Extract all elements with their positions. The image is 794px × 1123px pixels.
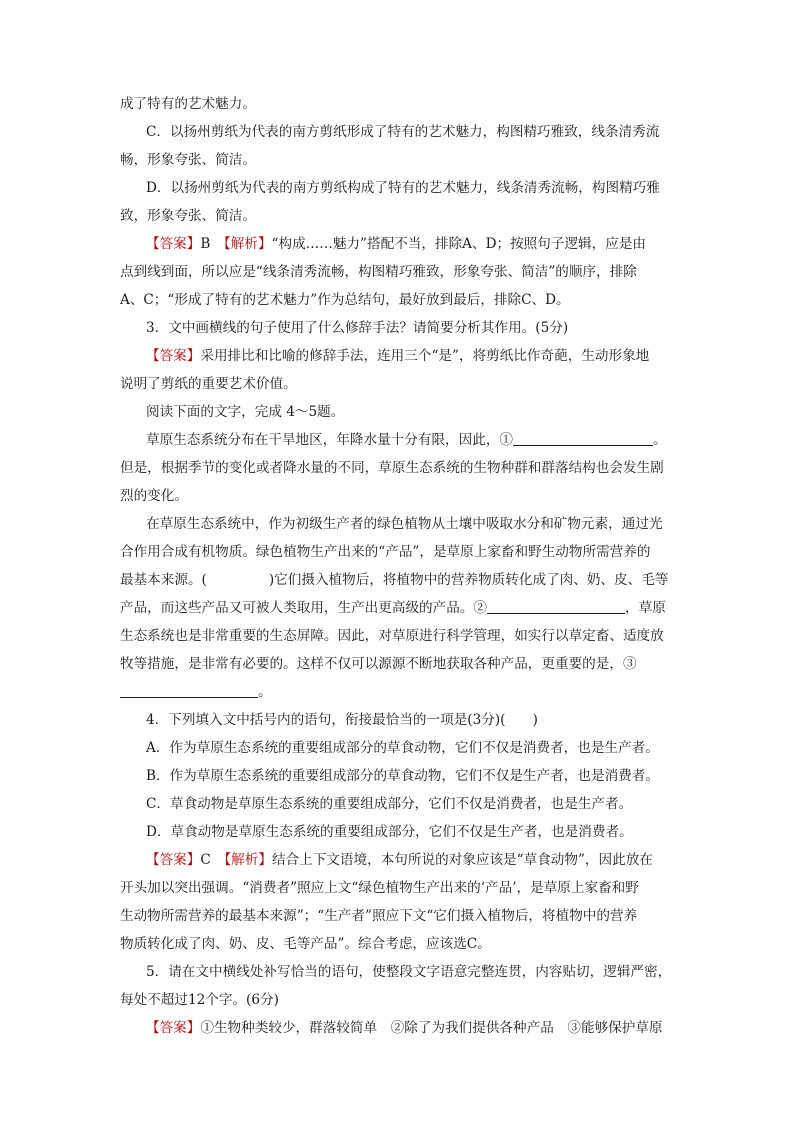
option-a: A．作为草原生态系统的重要组成部分的草食动物，它们不仅是消费者，也是生产者。 bbox=[146, 740, 659, 756]
question-4: 4．下列填入文中括号内的语句，衔接最恰当的一项是(3分)( ) bbox=[146, 712, 538, 728]
passage-line: 在草原生态系统中，作为初级生产者的绿色植物从土壤中吸取水分和矿物元素，通过光 bbox=[146, 516, 663, 532]
passage-text: 。 bbox=[258, 684, 272, 700]
passage-text: 草原生态系统分布在干旱地区，年降水量十分有限，因此，① bbox=[146, 432, 514, 448]
analysis-q2-cont-1: 点到线到面，所以应是“线条清秀流畅，构图精巧雅致，形象夸张、简洁”的顺序，排除 bbox=[120, 264, 637, 280]
option-b-tail: 成了特有的艺术魅力。 bbox=[120, 96, 256, 112]
answer-text: ①生物种类较少，群落较简单 ②除了为我们提供各种产品 ③能够保护草原 bbox=[200, 1020, 663, 1036]
passage-line: 但是，根据季节的变化或者降水量的不同，草原生态系统的生物种群和群落结构也会发生剧 bbox=[120, 460, 664, 476]
analysis-q4-cont-3: 物质转化成了肉、奶、皮、毛等产品”。综合考虑，应该选C。 bbox=[120, 936, 491, 952]
passage-text: 产品，而这些产品又可被人类取用，生产出更高级的产品。② bbox=[120, 600, 488, 616]
analysis-q4-cont-1: 开头加以突出强调。“消费者”照应上文“绿色植物生产出来的‘产品’，是草原上家畜和野 bbox=[120, 880, 639, 896]
analysis-text: “构成……魅力”搭配不当，排除A、D；按照句子逻辑，应是由 bbox=[271, 236, 647, 252]
passage-text: 。 bbox=[653, 432, 667, 448]
fill-blank-1 bbox=[513, 431, 653, 446]
analysis-q4-cont-2: 生动物所需营养的最基本来源”；“生产者”照应下文“它们摄入植物后，将植物中的营养 bbox=[120, 908, 638, 924]
option-c-cont: 畅，形象夸张、简洁。 bbox=[120, 152, 256, 168]
answer-tag: 【答案】 bbox=[146, 852, 201, 868]
option-c: C．以扬州剪纸为代表的南方剪纸形成了特有的艺术魅力，构图精巧雅致，线条清秀流 bbox=[146, 124, 660, 140]
analysis-tag: 【解析】 bbox=[224, 852, 272, 868]
answer-value: B bbox=[200, 236, 224, 252]
option-d: D．以扬州剪纸为代表的南方剪纸构成了特有的艺术魅力，线条清秀流畅，构图精巧雅 bbox=[146, 180, 660, 196]
answer-q2 bbox=[146, 234, 680, 254]
passage-line: 合作用合成有机物质。绿色植物生产出来的“产品”，是草原上家畜和野生动物所需营养的 bbox=[120, 544, 651, 560]
answer-tag: 【答案】 bbox=[146, 1020, 201, 1036]
passage-text: ，草原 bbox=[625, 600, 666, 616]
answer-q4 bbox=[146, 850, 680, 870]
passage-line bbox=[146, 430, 680, 450]
passage-line bbox=[120, 570, 680, 590]
option-b: B．作为草原生态系统的重要组成部分的草食动物，它们不仅是生产者，也是消费者。 bbox=[146, 768, 659, 784]
answer-tag: 【答案】 bbox=[146, 236, 201, 252]
answer-q5 bbox=[146, 1018, 680, 1038]
answer-value: C bbox=[200, 852, 225, 868]
answer-tag: 【答案】 bbox=[146, 348, 201, 364]
option-c: C．草食动物是草原生态系统的重要组成部分，它们不仅是消费者，也是生产者。 bbox=[146, 796, 633, 812]
passage-line bbox=[120, 682, 680, 702]
option-d-cont: 致，形象夸张、简洁。 bbox=[120, 208, 256, 224]
fill-blank-3 bbox=[120, 683, 258, 698]
passage-text: 最基本来源。( bbox=[120, 572, 207, 588]
passage-line: 烈的变化。 bbox=[120, 488, 188, 504]
fill-blank-2 bbox=[487, 599, 625, 614]
passage-line: 生态系统也是非常重要的生态屏障。因此，对草原进行科学管理，如实行以草定畜、适度放 bbox=[120, 628, 664, 644]
option-d: D．草食动物是草原生态系统的重要组成部分，它们不仅是生产者，也是消费者。 bbox=[146, 824, 633, 840]
question-5-cont: 每处不超过12个字。(6分) bbox=[120, 992, 279, 1008]
answer-text: 采用排比和比喻的修辞手法，连用三个“是”，将剪纸比作奇葩，生动形象地 bbox=[200, 348, 650, 364]
question-5: 5．请在文中横线处补写恰当的语句，使整段文字语意完整连贯，内容贴切，逻辑严密， bbox=[146, 964, 672, 980]
passage-line: 牧等措施，是非常有必要的。这样不仅可以源源不断地获取各种产品，更重要的是，③ bbox=[120, 656, 637, 672]
passage-text: )它们摄入植物后，将植物中的营养物质转化成了肉、奶、皮、毛等 bbox=[268, 572, 669, 588]
analysis-text: 结合上下文语境，本句所说的对象应该是“草食动物”，因此放在 bbox=[271, 852, 653, 868]
passage-line bbox=[120, 598, 680, 618]
question-3: 3．文中画横线的句子使用了什么修辞手法？请简要分析其作用。(5分) bbox=[146, 320, 569, 336]
reading-instruction: 阅读下面的文字，完成 4～5题。 bbox=[146, 404, 345, 420]
analysis-q2-cont-2: A、C；“形成了特有的艺术魅力”作为总结句，最好放到最后，排除C、D。 bbox=[120, 292, 570, 308]
answer-q3 bbox=[146, 346, 680, 366]
analysis-tag: 【解析】 bbox=[223, 236, 272, 252]
answer-q3-cont: 说明了剪纸的重要艺术价值。 bbox=[120, 376, 297, 392]
